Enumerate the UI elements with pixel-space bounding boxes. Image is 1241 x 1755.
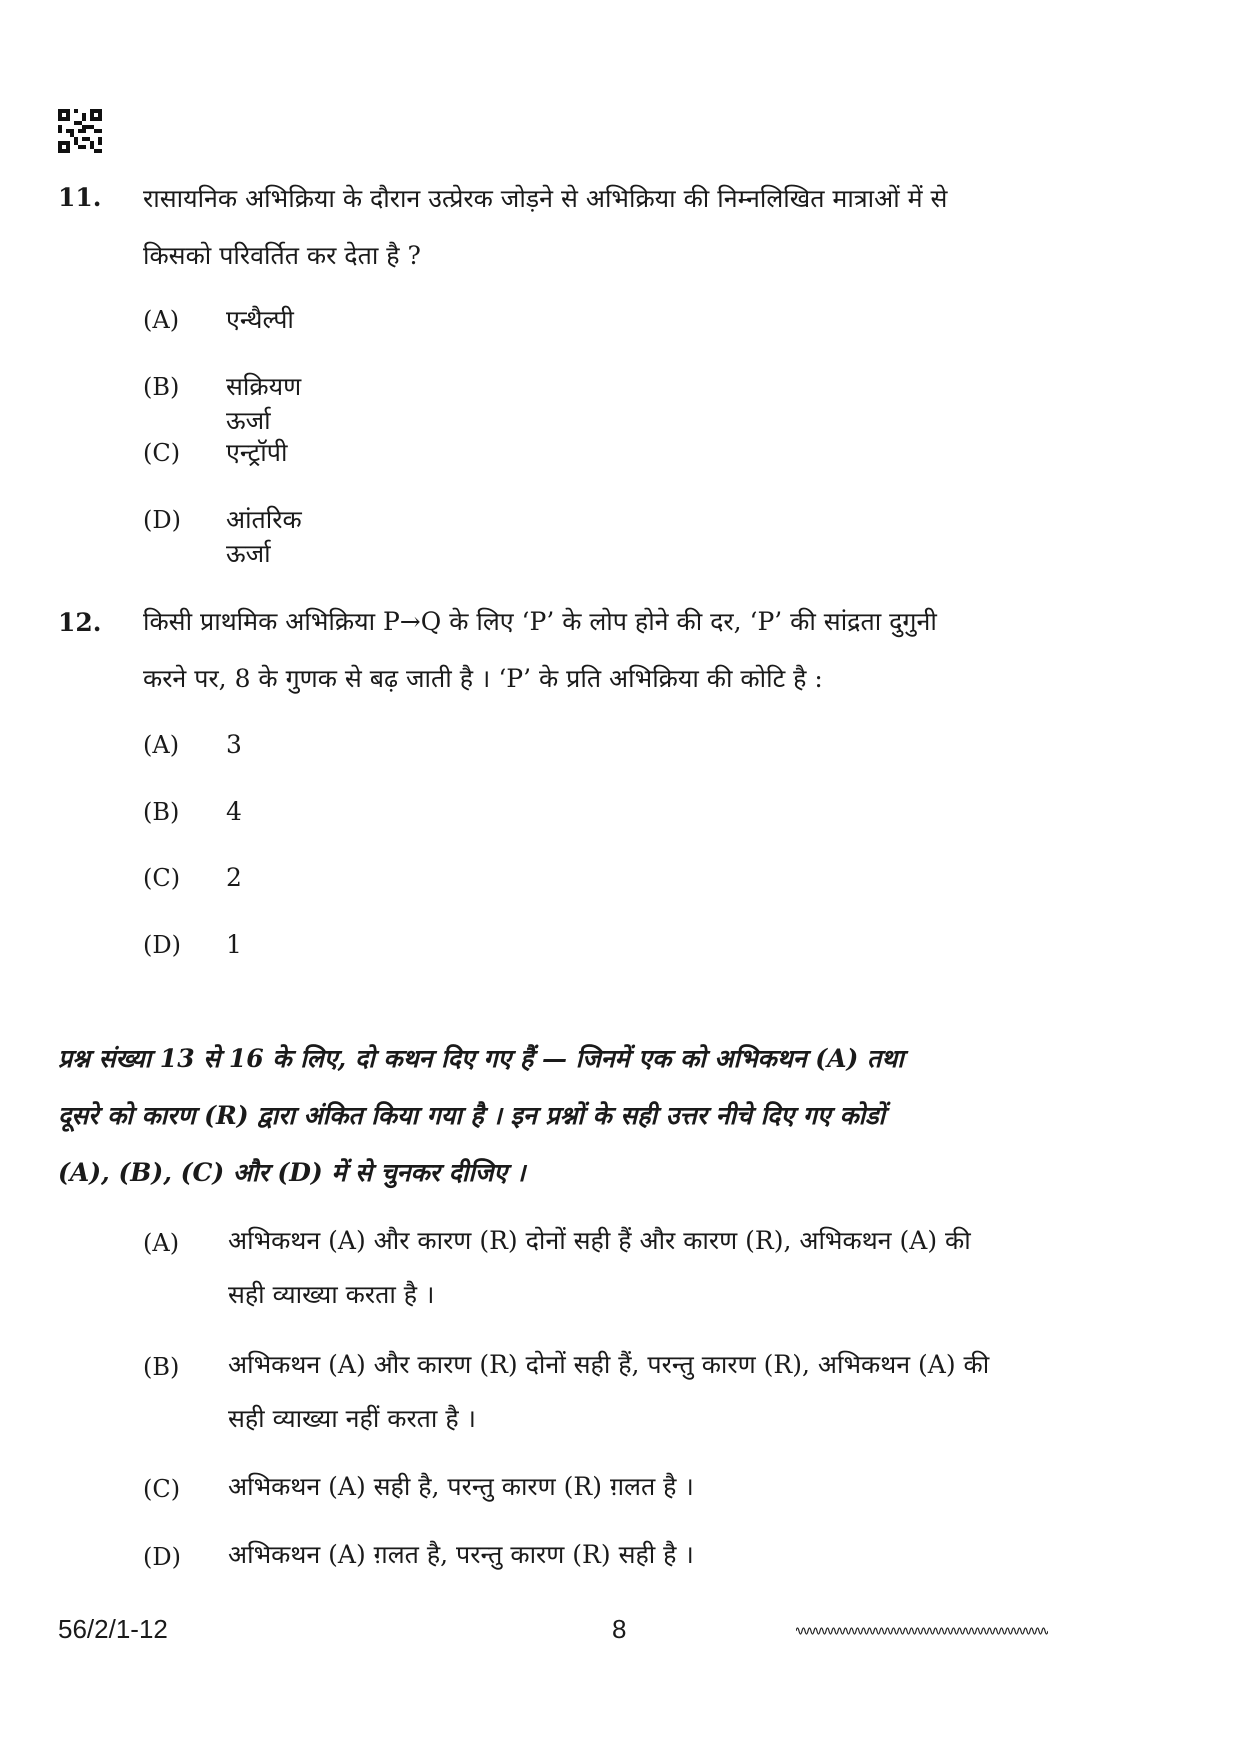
option-label: (A) <box>143 731 180 759</box>
assertion-reason-instructions <box>58 1030 1118 1201</box>
option-text: एन्थैल्पी <box>226 305 294 334</box>
instruction-line: प्रश्न संख्या 13 से 16 के लिए, दो कथन दिए गए हैं — जिनमें एक को अभिकथन (A) तथा <box>58 1044 904 1073</box>
option-label: (B) <box>143 373 180 401</box>
question-line: किसी प्राथमिक अभिक्रिया P→Q के लिए ‘P’ के लोप होने की दर, ‘P’ की सांद्रता दुगुनी <box>143 607 937 636</box>
code-label: (B) <box>143 1353 180 1381</box>
option-text: 1 <box>226 930 242 959</box>
code-text <box>228 1460 1118 1514</box>
code-line: अभिकथन (A) सही है, परन्तु कारण (R) ग़लत है । <box>228 1472 694 1501</box>
qr-code-icon <box>58 109 102 153</box>
code-line: अभिकथन (A) ग़लत है, परन्तु कारण (R) सही है । <box>228 1540 694 1569</box>
option-label: (A) <box>143 306 180 334</box>
code-text <box>228 1338 1118 1446</box>
code-label: (C) <box>143 1475 181 1503</box>
code-line: सही व्याख्या करता है । <box>228 1280 435 1309</box>
option-label: (B) <box>143 798 180 826</box>
option-label: (D) <box>143 931 181 959</box>
question-text <box>143 170 1118 284</box>
code-text <box>228 1528 1118 1582</box>
option-text: सक्रियण ऊर्जा <box>226 372 302 435</box>
option-label: (C) <box>143 439 181 467</box>
option-text: 4 <box>226 797 242 826</box>
option-text: आंतरिक ऊर्जा <box>226 505 302 568</box>
question-number: 11. <box>58 183 102 212</box>
question-number: 12. <box>58 608 102 637</box>
instruction-line: (A), (B), (C) और (D) में से चुनकर दीजिए । <box>58 1158 526 1187</box>
option-text: एन्ट्रॉपी <box>226 438 288 467</box>
code-line: सही व्याख्या नहीं करता है । <box>228 1404 477 1433</box>
code-line: अभिकथन (A) और कारण (R) दोनों सही हैं, परन्तु कारण (R), अभिकथन (A) की <box>228 1350 990 1379</box>
option-text: 2 <box>226 863 242 892</box>
code-text <box>228 1214 1118 1322</box>
page-number: 8 <box>612 1614 627 1644</box>
instruction-line: दूसरे को कारण (R) द्वारा अंकित किया गया है । इन प्रश्नों के सही उत्तर नीचे दिए गए कोडों <box>58 1101 885 1130</box>
option-text: 3 <box>226 730 242 759</box>
code-label: (D) <box>143 1543 181 1571</box>
option-label: (C) <box>143 864 181 892</box>
code-line: अभिकथन (A) और कारण (R) दोनों सही हैं और कारण (R), अभिकथन (A) की <box>228 1226 971 1255</box>
question-line: करने पर, 8 के गुणक से बढ़ जाती है । ‘P’ के प्रति अभिक्रिया की कोटि है : <box>143 664 823 693</box>
question-line: किसको परिवर्तित कर देता है ? <box>143 241 421 270</box>
option-label: (D) <box>143 506 181 534</box>
paper-code: 56/2/1-12 <box>58 1614 168 1644</box>
question-text <box>143 593 1118 707</box>
wavy-line-decoration <box>796 1624 1048 1638</box>
question-line: रासायनिक अभिक्रिया के दौरान उत्प्रेरक जोड़ने से अभिक्रिया की निम्नलिखित मात्राओं में से <box>143 184 948 213</box>
code-label: (A) <box>143 1229 180 1257</box>
